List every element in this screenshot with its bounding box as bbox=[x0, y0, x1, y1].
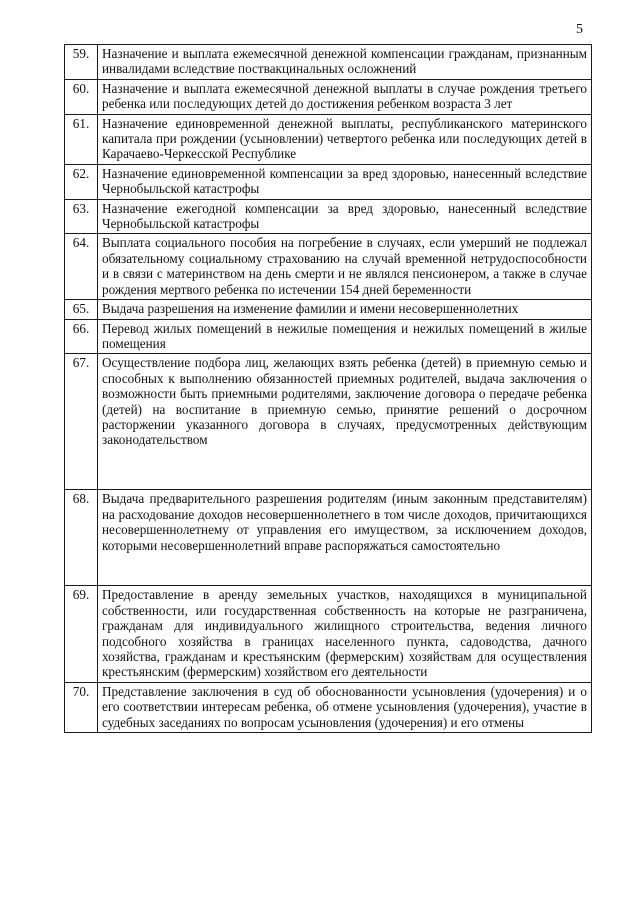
table-row bbox=[65, 199, 592, 234]
table-row bbox=[65, 114, 592, 164]
row-number: 70. bbox=[65, 682, 98, 732]
row-text: Представление заключения в суд об обоснованности усыновления (удочерения) и о его соответствии интересам ребенка, об отмене усыновления (удочерения), участие в судебных заседаниях по вопросам усыновления (удочерения) и его отмены bbox=[98, 682, 592, 732]
page-number: 5 bbox=[576, 22, 583, 37]
row-number: 66. bbox=[65, 319, 98, 354]
table-row bbox=[65, 164, 592, 199]
row-number: 63. bbox=[65, 199, 98, 234]
row-number: 65. bbox=[65, 300, 98, 319]
row-number: 60. bbox=[65, 79, 98, 114]
table-row bbox=[65, 354, 592, 490]
row-number: 68. bbox=[65, 490, 98, 586]
row-number: 67. bbox=[65, 354, 98, 490]
row-text: Осуществление подбора лиц, желающих взять ребенка (детей) в приемную семью и способных к выполнению обязанностей приемных родителей, выдача заключения о возможности быть приемными родителями, заключение договора о передаче ребенка (детей) на воспитание в приемную семью, принятие решений о досрочном расторжении указанного договора в случаях, предусмотренных действующим законодательством bbox=[98, 354, 592, 490]
table-row bbox=[65, 300, 592, 319]
row-text: Назначение и выплата ежемесячной денежной компенсации гражданам, признанным инвалидами вследствие поствакцинальных осложнений bbox=[98, 45, 592, 80]
row-text: Выдача разрешения на изменение фамилии и имени несовершеннолетних bbox=[98, 300, 592, 319]
table-row bbox=[65, 682, 592, 732]
row-text: Выдача предварительного разрешения родителям (иным законным представителям) на расходование доходов несовершеннолетнего в том числе доходов, причитающихся несовершеннолетнему от управления его имуществом, за исключением доходов, которыми несовершеннолетний вправе распоряжаться самостоятельно bbox=[98, 490, 592, 586]
row-number: 61. bbox=[65, 114, 98, 164]
table-row bbox=[65, 490, 592, 586]
table-row bbox=[65, 79, 592, 114]
row-text: Назначение и выплата ежемесячной денежной выплаты в случае рождения третьего ребенка или последующих детей до достижения ребенком возраста 3 лет bbox=[98, 79, 592, 114]
table-row bbox=[65, 319, 592, 354]
row-number: 64. bbox=[65, 234, 98, 300]
table-row bbox=[65, 586, 592, 682]
row-number: 59. bbox=[65, 45, 98, 80]
row-text: Выплата социального пособия на погребение в случаях, если умерший не подлежал обязательному социальному страхованию на случай временной нетрудоспособности и в связи с материнством на день смерти и не являлся пенсионером, а также в случае рождения мертвого ребенка по истечении 154 дней беременности bbox=[98, 234, 592, 300]
row-text: Перевод жилых помещений в нежилые помещения и нежилых помещений в жилые помещения bbox=[98, 319, 592, 354]
table-row bbox=[65, 45, 592, 80]
row-number: 69. bbox=[65, 586, 98, 682]
services-table bbox=[64, 44, 592, 733]
row-number: 62. bbox=[65, 164, 98, 199]
row-text: Назначение единовременной компенсации за вред здоровью, нанесенный вследствие Чернобыльской катастрофы bbox=[98, 164, 592, 199]
table-row bbox=[65, 234, 592, 300]
row-text: Назначение единовременной денежной выплаты, республиканского материнского капитала при рождении (усыновлении) четвертого ребенка или последующих детей в Карачаево-Черкесской Республике bbox=[98, 114, 592, 164]
row-text: Назначение ежегодной компенсации за вред здоровью, нанесенный вследствие Чернобыльской катастрофы bbox=[98, 199, 592, 234]
row-text: Предоставление в аренду земельных участков, находящихся в муниципальной собственности, или государственная собственность на которые не разграничена, гражданам для индивидуального жилищного строительства, ведения личного подсобного хозяйства в границах населенного пункта, садоводства, дачного хозяйства, гражданам и крестьянским (фермерским) хозяйствам для осуществления крестьянским (фермерским) хозяйством его деятельности bbox=[98, 586, 592, 682]
